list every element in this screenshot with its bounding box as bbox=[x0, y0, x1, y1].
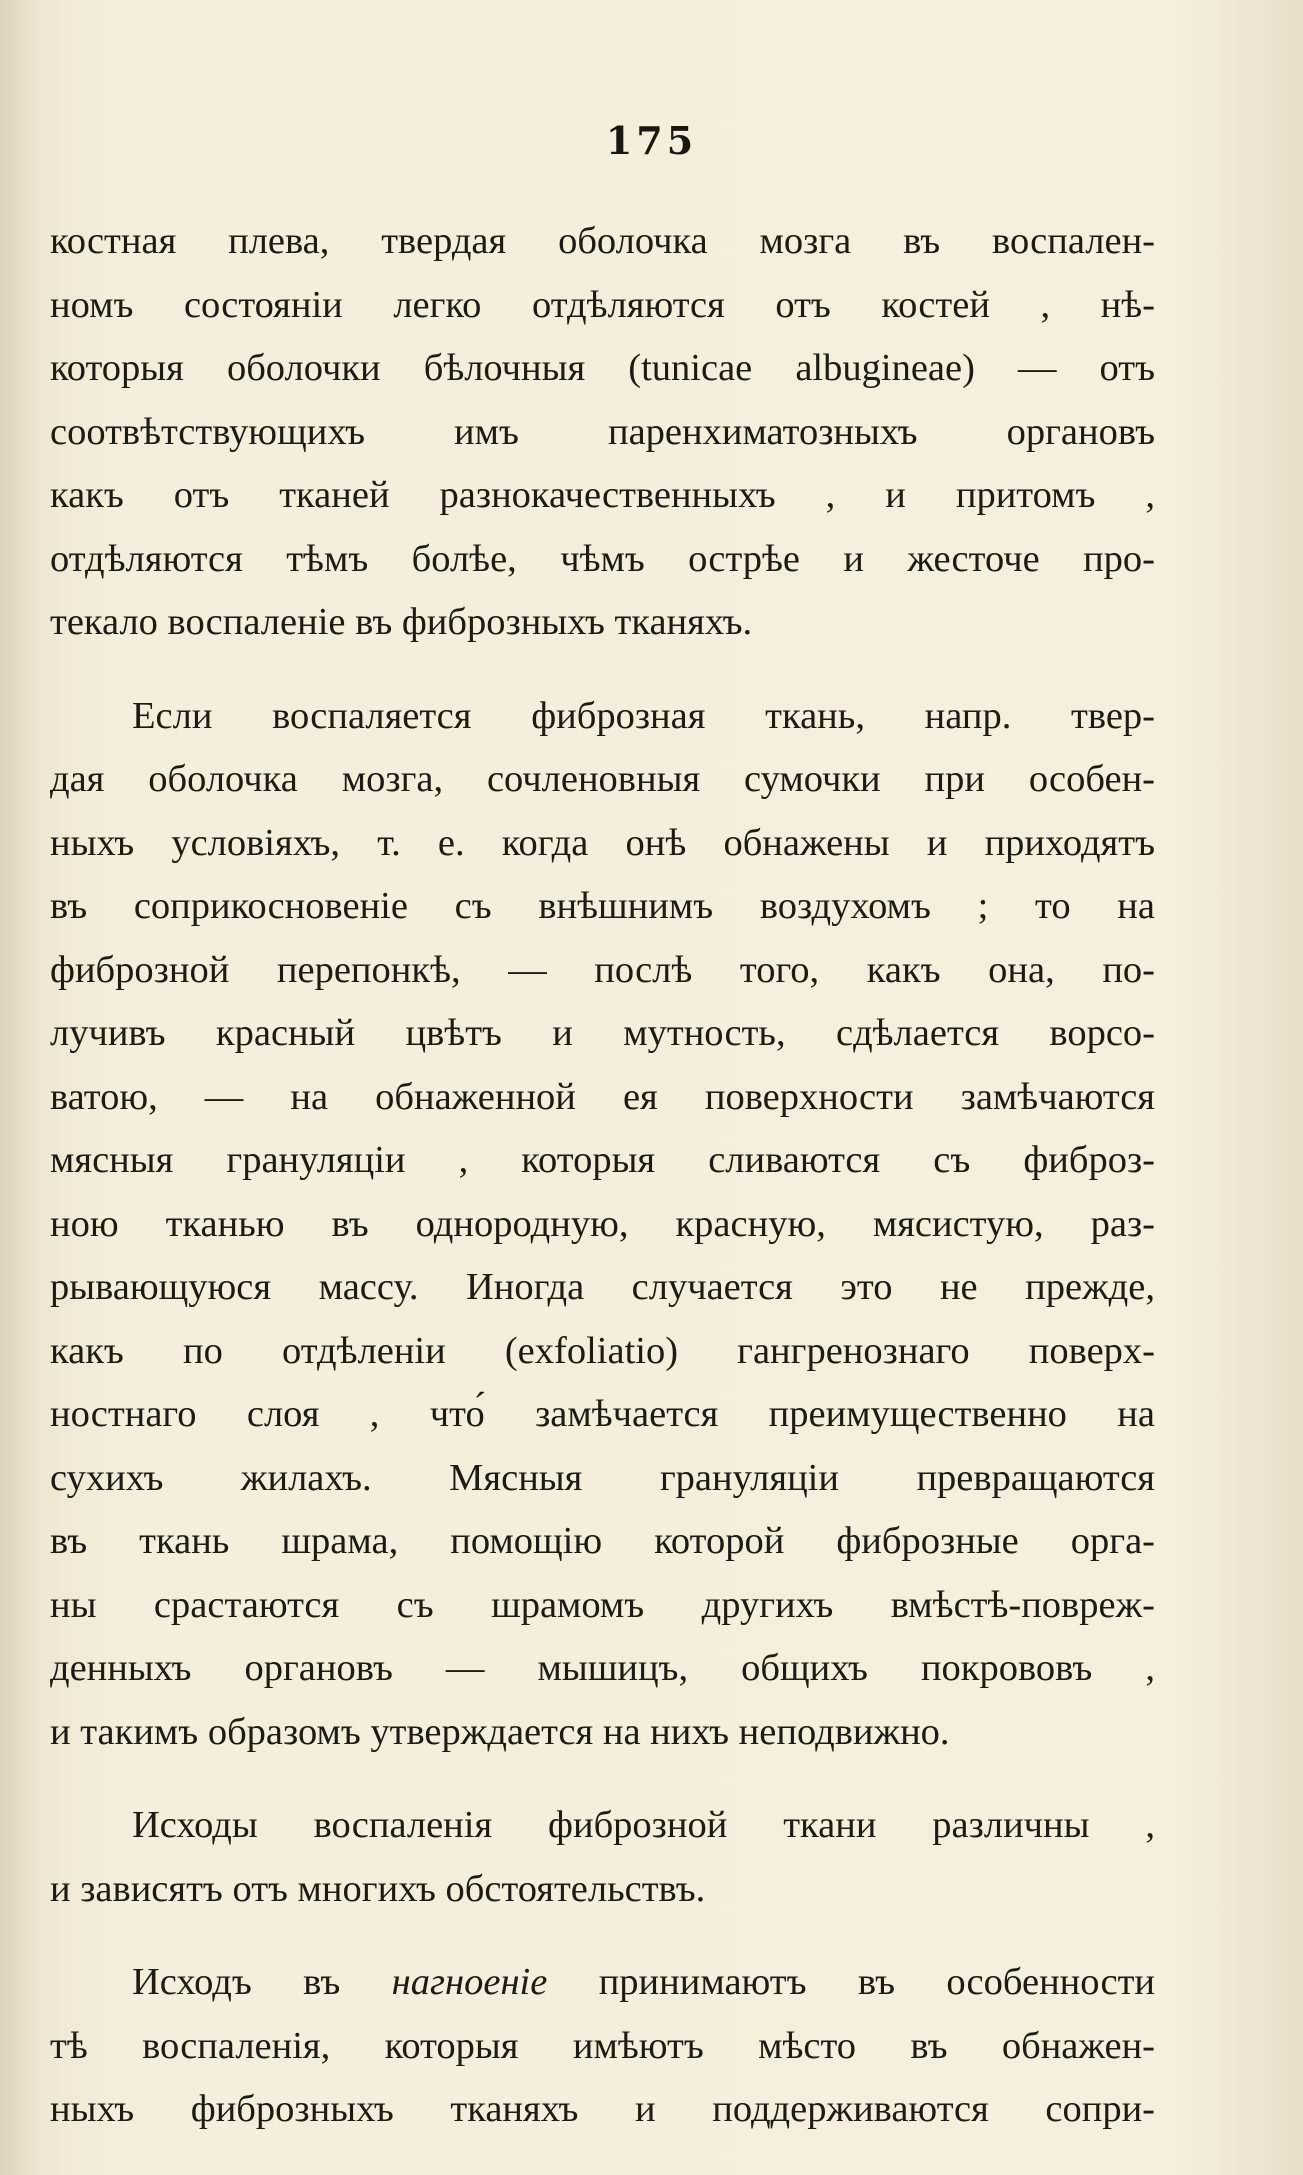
text-line: лучивъ красный цвѣтъ и мутность, сдѣлается ворсо- bbox=[50, 1012, 1155, 1054]
text-line: денныхъ органовъ — мышицъ, общихъ покрововъ , bbox=[50, 1647, 1155, 1689]
text-line: и зависятъ отъ многихъ обстоятельствъ. bbox=[50, 1867, 706, 1910]
text-line: въ соприкосновенiе съ внѣшнимъ воздухомъ ; то на bbox=[50, 885, 1155, 927]
text-line: мясныя грануляцiи , которыя сливаются съ фиброз- bbox=[50, 1139, 1155, 1181]
text-line bbox=[50, 1951, 1155, 2015]
body-text bbox=[50, 210, 1155, 2142]
text-line: соотвѣтствующихъ имъ паренхиматозныхъ органовъ bbox=[50, 410, 1155, 453]
italic-term: нагноенiе bbox=[391, 1961, 548, 2003]
paragraph-1 bbox=[50, 210, 1155, 655]
text-line: тѣ воспаленiя, которыя имѣютъ мѣсто въ обнажен- bbox=[50, 2024, 1155, 2067]
paragraph-2 bbox=[50, 685, 1155, 1765]
paragraph-gap bbox=[50, 655, 1155, 685]
text-line: дая оболочка мозга, сочленовныя сумочки при особен- bbox=[50, 758, 1155, 800]
text-line: текало воспаленiе въ фиброзныхъ тканяхъ. bbox=[50, 601, 753, 643]
text-line: Исходы воспаленiя фиброзной ткани различны , bbox=[132, 1804, 1155, 1846]
text-line: костная плева, твердая оболочка мозга въ воспален- bbox=[50, 220, 1155, 262]
text-line: какъ отъ тканей разнокачественныхъ , и притомъ , bbox=[50, 474, 1155, 516]
text-run: Исходъ въ bbox=[132, 1961, 392, 2003]
page-number: 175 bbox=[605, 118, 698, 163]
text-line: ною тканью въ однородную, красную, мясистую, раз- bbox=[50, 1202, 1155, 1245]
text-line: рывающуюся массу. Иногда случается это не прежде, bbox=[50, 1266, 1155, 1308]
text-line: сухихъ жилахъ. Мясныя грануляцiи превращаются bbox=[50, 1456, 1155, 1499]
text-line: ватою, — на обнаженной ея поверхности замѣчаются bbox=[50, 1075, 1155, 1118]
paragraph-3 bbox=[50, 1794, 1155, 1921]
text-line: Если воспаляется фиброзная ткань, напр. твер- bbox=[132, 694, 1155, 737]
text-line: ныхъ условiяхъ, т. е. когда онѣ обнажены и приходятъ bbox=[50, 821, 1155, 864]
paragraph-gap bbox=[50, 1921, 1155, 1951]
text-line: отдѣляются тѣмъ болѣе, чѣмъ острѣе и жесточе про- bbox=[50, 537, 1155, 580]
text-line: какъ по отдѣленiи (exfoliatio) гангренознаго поверх- bbox=[50, 1329, 1155, 1372]
text-line: и такимъ образомъ утверждается на нихъ неподвижно. bbox=[50, 1710, 950, 1753]
text-line: фиброзной перепонкѣ, — послѣ того, какъ она, по- bbox=[50, 948, 1155, 991]
text-line: номъ состоянiи легко отдѣляются отъ костей , нѣ- bbox=[50, 283, 1155, 326]
text-run: принимаютъ въ особенности bbox=[547, 1961, 1155, 2003]
text-line: ны срастаются съ шрамомъ другихъ вмѣстѣ-повреж- bbox=[50, 1583, 1155, 1626]
paragraph-4 bbox=[50, 1951, 1155, 2142]
text-line: ныхъ фиброзныхъ тканяхъ и поддерживаются сопри- bbox=[50, 2088, 1155, 2130]
text-line: въ ткань шрама, помощiю которой фиброзные орга- bbox=[50, 1520, 1155, 1562]
paragraph-gap bbox=[50, 1764, 1155, 1794]
text-line: которыя оболочки бѣлочныя (tunicae albugineae) — отъ bbox=[50, 347, 1155, 389]
text-line: ностнаго слоя , что́ замѣчается преимущественно на bbox=[50, 1393, 1155, 1435]
